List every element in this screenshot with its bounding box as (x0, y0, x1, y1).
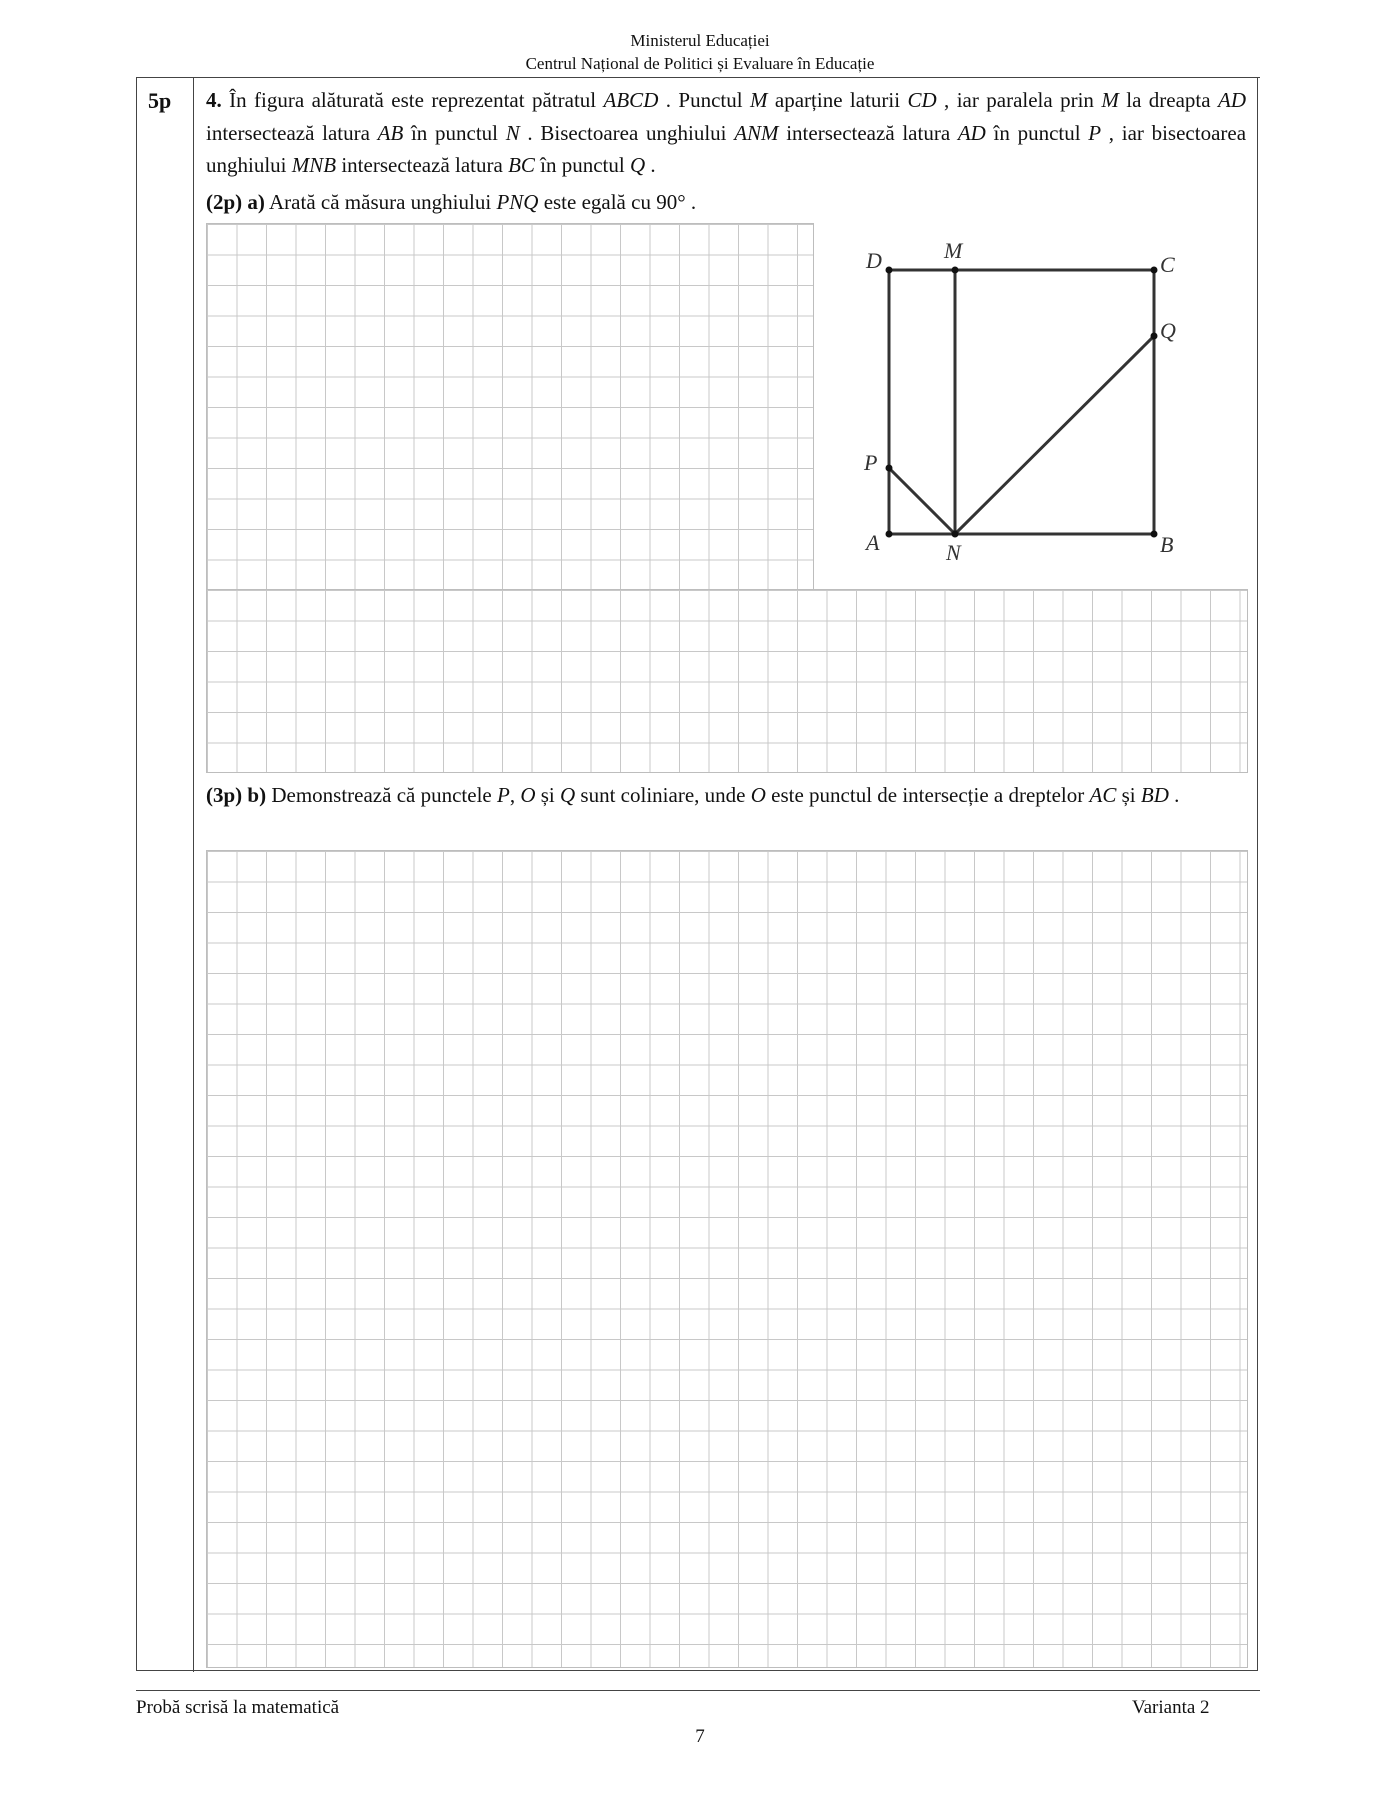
label-M: M (944, 238, 963, 263)
answer-grid-a-upper[interactable] (206, 223, 814, 590)
answer-grid-b[interactable] (206, 850, 1248, 1668)
label-P: P (864, 450, 878, 475)
footer-rule (136, 1690, 1260, 1691)
column-divider (193, 78, 194, 1672)
problem-number: 4. (206, 88, 222, 112)
center-name: Centrul Național de Politici și Evaluare în Educație (525, 54, 875, 73)
part-b-question: (3p) b) Demonstrează că punctele P, O și Q sunt coliniare, unde O este punctul de intersecție a dreptelor AC și BD . (206, 783, 1180, 807)
label-Q: Q (1160, 318, 1176, 343)
answer-grid-a-lower[interactable] (206, 589, 1248, 773)
part-a-question: (2p) a) Arată că măsura unghiului PNQ este egală cu 90° . (206, 190, 697, 214)
footer-subject: Probă scrisă la matematică (136, 1697, 340, 1718)
part-a-score: (2p) a) (206, 190, 265, 214)
points-label: 5p (148, 88, 172, 113)
geometry-diagram (820, 220, 1200, 580)
footer-variant: Varianta 2 (1132, 1697, 1210, 1718)
square-figure (820, 220, 1200, 580)
problem-statement (206, 84, 1246, 182)
label-B: B (1160, 532, 1174, 557)
label-C: C (1160, 252, 1175, 277)
statement-text: În figura alăturată este reprezentat pătratul ABCD . Punctul M aparține laturii CD , iar paralela prin M la dreapta AD intersectează latura AB în punctul N . Bisectoarea unghiului ANM intersectează latura AD în punctul P , iar bisectoarea unghiului MNB intersectează latura BC în punctul Q . (206, 88, 1247, 177)
label-N: N (946, 540, 961, 565)
label-D: D (866, 248, 882, 273)
part-b-score: (3p) b) (206, 783, 267, 807)
page-number: 7 (695, 1726, 705, 1747)
ministry-name: Ministerul Educației (630, 31, 770, 50)
label-A: A (866, 530, 880, 555)
